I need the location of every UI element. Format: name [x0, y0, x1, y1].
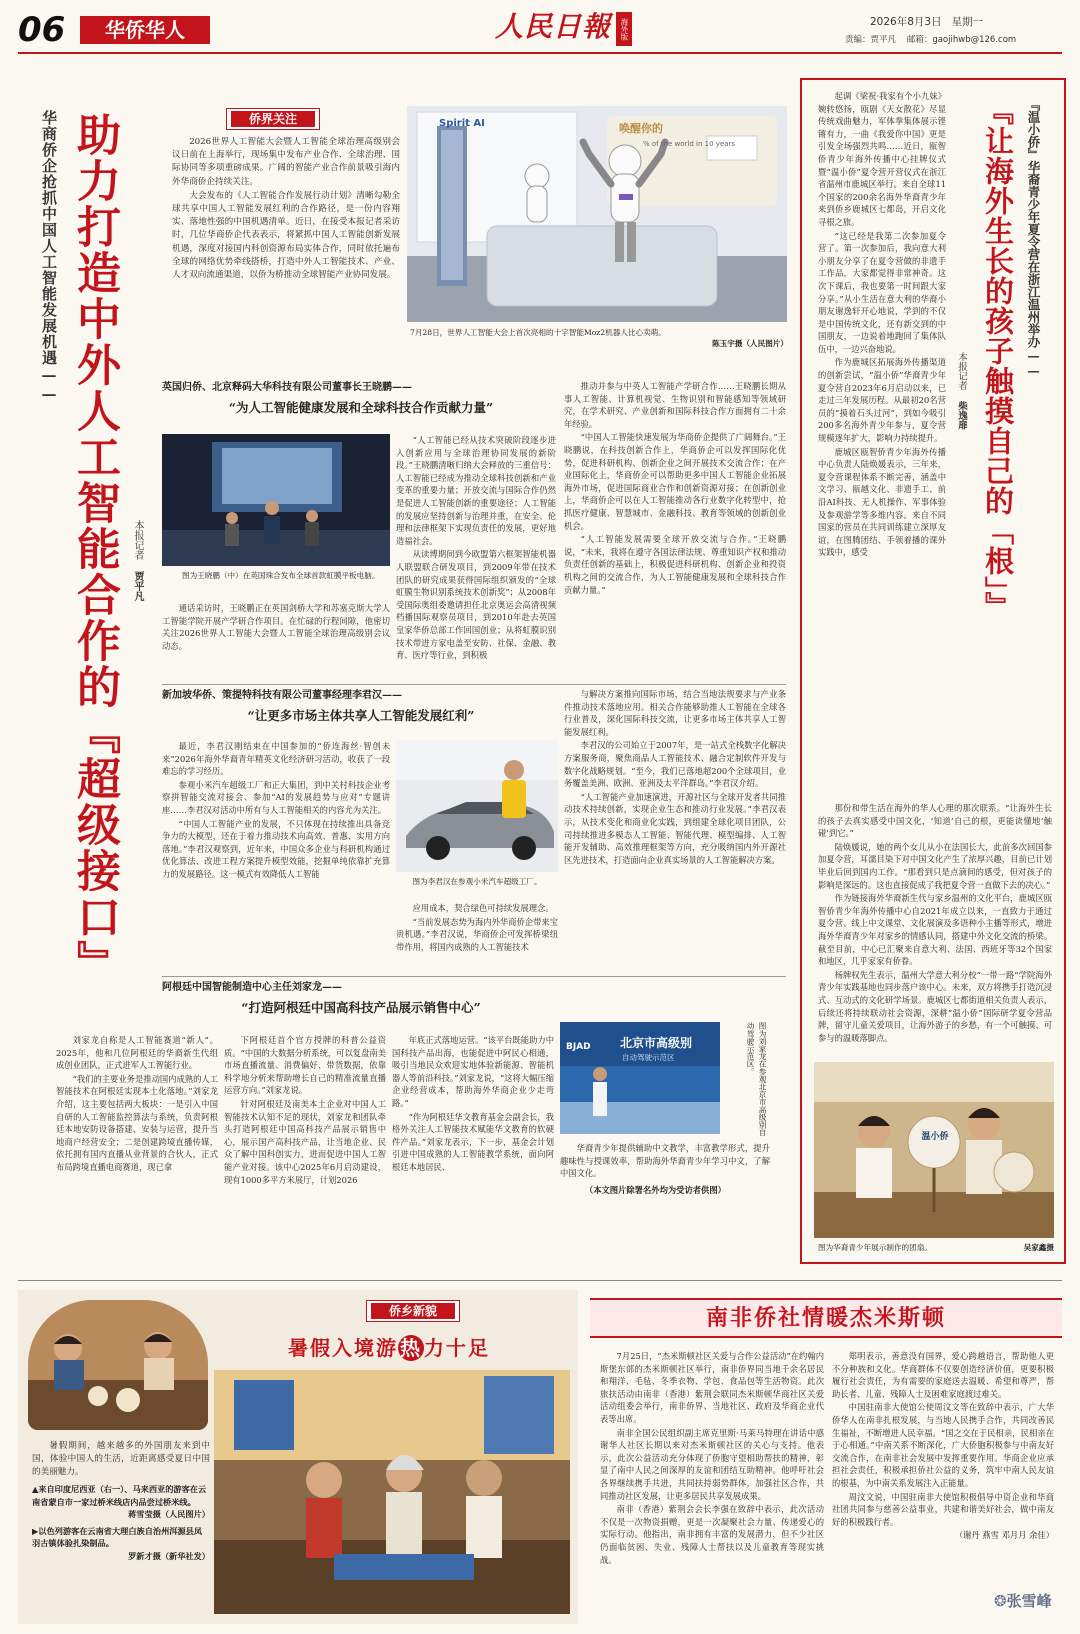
- right-col-a-p1: 起调《梁祝·我家有个小九妹》婉转悠扬，瓯剧《天女散花》尽显传统戏曲魅力，军体拳集体展示铿锵有力，一曲《我爱你中国》更是引发全场强烈共鸣……近日，瓯智侨青少年海外传播中心挂牌仪式暨“温小侨”夏令营开营仪式在浙江省温州市鹿城区举行。来自全球11个国家的200余名海外华裔青少年来到侨乡鹿城区七都岛，开启文化寻根之旅。: [818, 91, 946, 227]
- br-col-a-p3: 南非（香港）紫荆会会长李强在致辞中表示，此次活动不仅是一次物资捐赠，更是一次凝聚社会力量、传递爱心的实际行动。他指出，南非拥有丰富的发展潜力，但不少社区仍面临贫困、失业、残障人士帮扶以及儿童教育等现实挑战。: [600, 1504, 824, 1565]
- s2-col-a-p1: 最近，李君汉刚结束在中国参加的“侨连海丝·智创未来”2026年海外华裔青年精英文化经济研习活动，收获了一段难忘的学习经历。: [162, 741, 390, 777]
- s3-photo: [560, 1022, 720, 1134]
- right-col-a-p4: 鹿城区瓯智侨青少年海外传播中心负责人陆焕媛表示，三年来，夏令营课程体系不断完善，涵盖中文学习、瓯越文化、非遗手工、前沿AI科技、无人机操作、军事体验及参观游学等多维内容。来自不同国家的营员在共同训练建立深厚友谊，在图腾团结、手领着播的课外实践中，感受: [818, 446, 946, 558]
- s2-photo-caption: 图为李君汉在参观小米汽车超级工厂。: [412, 877, 542, 886]
- fan-calligraphy: 温小侨: [921, 1132, 949, 1142]
- edition-stamp: 海外版: [616, 12, 632, 46]
- fan-kids-illustration: [814, 1062, 1054, 1238]
- br-col-b: [832, 1350, 1054, 1542]
- s2-car-illustration: [396, 740, 558, 872]
- s1-rule: [162, 684, 786, 685]
- bottom-left-story: [18, 1290, 578, 1624]
- s1-col-b-p1: “人工智能已经从技术突破阶段逐步进入创新应用与全球治理协同发展的新阶段。”王晓鹏清晰归纳大会释放的三重信号：人工智能已经成为推动全球科技创新和产业变革的重要力量；开放交流与国际合作仍然是促进人工智能创新的重要途径；人工智能的发展应坚持创新与治理并重，在安全、伦理和法律框架下实现负责任的发展，更好地造福社会。: [396, 435, 556, 546]
- bl-headline-hot: 热: [400, 1336, 422, 1360]
- s3-col-b: [224, 1034, 386, 1187]
- br-credit: （谢丹 燕雪 邓月月 余佳）: [954, 1530, 1054, 1541]
- br-col-b-p2: 中国驻南非大使馆公使周汶文等在致辞中表示，广大华侨华人在南非扎根发展，与当地人民携手合作，共同改善民生福祉，不断增进人民幸福。“国之交在于民相亲，民相亲在于心相通。”中南关系不断深化，广大侨胞积极参与中南友好交流合作，在南非社会发展中发挥重要作用。华商企业应承担社会责任，积极承担侨社公益的义务，筑牢中南人民友谊的根基，为中南关系发展注入正能量。: [832, 1402, 1054, 1488]
- right-byline-role: 本报记者: [956, 352, 967, 390]
- right-photo-caption: [818, 1242, 1054, 1253]
- paper-logo: 人民日報: [495, 10, 612, 43]
- s2-quote: “让更多市场主体共享人工智能发展红利”: [247, 708, 475, 723]
- right-photo: [814, 1062, 1054, 1238]
- br-col-a-p2: 南非全国公民组织副主席克里斯·马莱马特理在讲话中感谢华人社区长期以来对杰米斯顿社区的关心与支持。他表示，此次公益活动充分体现了侨胞守望相助帮扶的精神，彰显了南中人民之间深厚的友谊和团结互助精神。他呼吁社会各界继续携手共进，共同扶持弱势群体，加强社区合作，共同推动社区发展，让更多居民共享发展成果。: [600, 1427, 824, 1501]
- weekday: 星期一: [951, 16, 984, 28]
- right-credit: 吴家鑫摄: [1023, 1243, 1054, 1252]
- s1-photo-caption: 图为王晓鹏（中）在英国珠合发布全球首款虹膜平板电脑。: [182, 571, 380, 580]
- bl-text-p5: 罗新才摄（新华社发）: [128, 1550, 210, 1561]
- bottom-right-story: [590, 1290, 1062, 1624]
- s3-person: 阿根廷中国智能制造中心主任刘家龙——: [162, 982, 342, 993]
- robot-brand-sign: Spirit AI: [439, 118, 485, 129]
- s3-col-c: [392, 1034, 554, 1175]
- tag-qiaojie: [226, 108, 320, 130]
- s2-col-c-p1: 与解决方案推向国际市场，结合当地法规要求与产业条件推动技术落地应用。相关合作能够助推人工智能在全球各行业普及，深化国际科技交流，让更多市场主体共享人工智能发展红利。: [564, 689, 786, 737]
- right-kicker: 『温小侨』华裔青少年夏令营在浙江温州举办——: [1026, 98, 1041, 378]
- s2-col-b-p2: “当前发展态势为海内外华商侨企带来宝贵机遇。”李君汉说，华商侨企可发挥桥梁纽带作用，将国内成熟的人工智能技术: [396, 916, 558, 952]
- s1-photo: [162, 434, 390, 566]
- s3-sign-logo: BJAD: [566, 1042, 591, 1052]
- s3-quote: “打造阿根廷中国高科技产品展示销售中心”: [241, 1000, 481, 1015]
- s1-col-c-p3: “人工智能发展需要全球开放交流与合作。”王晓鹏说，“未来，我将在遵守各国法律法规、尊重知识产权和推动负责任创新的基础上，积极促进科研机构、创新企业和投资机构之间的交流合作，为人工智能健康发展和全球科技合作贡献力量。”: [564, 534, 786, 595]
- s2-col-c-p2: 李君汉的公司始立于2007年，是一站式全栈数字化解决方案服务商，聚焦商品人工智能技术、融合定制软件开发与数字化战略规划。“至今，我们已落地超200个全球项目，业务覆盖美洲、欧洲、亚洲及太平洋群岛。”李君汉介绍。: [564, 740, 786, 789]
- s2-col-a-p2: 参观小米汽车超级工厂和正大集团，到中关村科技企业考察拼智能交流对接会、参加“AI的发展趋势与应对”专题讲座……李君汉对活动中所有与人工智能相关的内容尤为关注。: [162, 779, 390, 815]
- watermark: [994, 1590, 1052, 1611]
- br-col-b-p1: 郑明表示，善意没有国界，爱心跨越语言，帮助他人更不分种族和文化。华商群体不仅要创造经济价值，更要积极履行社会责任，为有需要的家庭送去温暖、希望和尊严，帮助长者、儿童、残障人士及困难家庭渡过难关。: [832, 1351, 1054, 1399]
- s3-sign-brand: 北京市高级别: [620, 1036, 693, 1050]
- byline-role: 本报记者: [132, 520, 143, 560]
- s3-col-c-p1: 年底正式落地运营。“该平台既能助力中国科技产品出海，也能促进中阿民心相通，吸引当地民众欢迎实地体验新能源、智能机器人等前沿科技。”刘家龙说，“这将大幅压缩企业经营成本，帮助海外华商企业少走弯路。”: [392, 1035, 554, 1108]
- byline-name: 贾平凡: [132, 571, 143, 601]
- editor-line: [845, 33, 1016, 45]
- robot-photo-caption: [410, 327, 788, 349]
- right-col-b-p2: 陆焕媛说，她的两个女儿从小在法国长大，此前多次回国参加夏令营，耳濡目染下对中国文化产生了浓厚兴趣，目前已计划毕业后回到国内工作。“那看到只是点滴间的感受，但对孩子的影响是深远的。这也直接促成了我把夏令营一直做下去的决心。”: [818, 841, 1052, 890]
- br-headline: 南非侨社情暖杰米斯顿: [705, 1305, 946, 1331]
- bl-text-p2: ▲来自印度尼西亚（右一）、马来西亚的游客在云南省蒙自市一家过桥米线店内品尝过桥米线。: [32, 1484, 207, 1507]
- s1-col-b-p2: 从读博期间到今欧盟第六框架智能机器人联盟联合研发项目，到2009年带在技术团队的研究成果获得国际组织颁发的“全球虹膜生物识别系统技术创新奖”；从2008年受国际奥组委邀请担任北京奥运会高清视频档播国际观察员项目，到2010年赴去英国皇家华侨总部工作回国创业；从将虹膜识别技术带进方家电盖至安防、社保、金融、教育、医疗等行业，到积极: [396, 549, 556, 661]
- main-kicker: 华商侨企抢抓中国人工智能发展机遇——: [40, 110, 58, 404]
- main-byline: [130, 520, 144, 640]
- email: 邮箱：gaojihwb@126.com: [906, 35, 1017, 45]
- right-col-a: [818, 90, 946, 560]
- bl-text-p4: ▶以色列游客在云南省大理白族自治州洱源县凤羽古镇体验扎染制品。: [32, 1525, 203, 1549]
- br-col-a: [600, 1350, 824, 1567]
- s3-photo-note: （本文图片除署名外均为受访者供图）: [584, 1184, 726, 1195]
- s3-header: [162, 980, 560, 1018]
- issue-date: [870, 14, 983, 29]
- s3-col-a-p1: 刘家龙自称是人工智能赛道“新人”。2025年，他和几位阿根廷的华裔新生代组成创业团队，正式进军人工智能行业。: [56, 1035, 218, 1071]
- intro-p1: 2026世界人工智能大会暨人工智能全球治理高级别会议日前在上海举行，现场集中发布产业合作、全球治理、国际协同等多项重磅成果。广阔的智能产业合作前景吸引海内外华商侨企持续关注。: [172, 137, 400, 187]
- bl-headline: [288, 1332, 490, 1361]
- s1-stage-illustration: [162, 434, 390, 566]
- bl-headline-b: 力十足: [424, 1336, 490, 1360]
- s1-header: [162, 380, 560, 418]
- watermark-icon: ❂: [994, 1592, 1007, 1610]
- right-story: [800, 78, 1066, 1264]
- s2-col-b: [396, 902, 558, 954]
- robot-small-sign: % of the world in 10 years: [643, 140, 736, 148]
- main-headline-b: 『超级接口』: [69, 710, 120, 986]
- br-col-a-p1: 7月25日，“杰米斯顿社区关爱与合作公益活动”在约翰内斯堡东部的杰米斯顿社区举行，南非侨界同当地千余名居民和翔洋、毛毡、冬季衣物、学包、食品包等生活物资。此次旅扶活动由南非（香港）紫荆会联同杰米斯顿华商社区关爱活动组委会举行，南非侨界、当地社区、政府及华商企业代表等出席。: [600, 1351, 824, 1424]
- lower-divider: [18, 1280, 1062, 1281]
- tag-qiaoxiang: [366, 1300, 460, 1322]
- page-number: 06: [18, 10, 66, 50]
- s2-rule: [162, 976, 786, 977]
- s3-col-b-p1: 下阿根廷首个官方授牌的科普公益资质。“中国的大数据分析系统，可以复盘南美市场直播流量、消费偏好、带货数据，依靠科学地分析来帮助增长自己的精准流量直播运营方向。”刘家龙说。: [224, 1035, 386, 1096]
- s1-col-c: [564, 380, 786, 597]
- right-col-b: [818, 802, 1052, 1045]
- right-byline: [954, 352, 968, 462]
- robot-illustration: [407, 106, 787, 322]
- right-headline: 『让海外生长的孩子触摸自己的「根」』: [981, 96, 1015, 622]
- s3-col-b-p2: 针对阿根廷及南美本土企业对中国人工智能技术认知不足的现状，刘家龙和团队牵头打造阿根廷中国高科技产品展示销售中心，展示国产高科技产品，让当地企业、民众了解中国科创实力，进而促进中国人工智能产业对接。该中心2025年6月启动建设，现有1000多平方米展厅，计划2026: [224, 1098, 386, 1185]
- editor: 责编：贾平凡: [845, 35, 897, 45]
- bl-diners-illustration: [28, 1300, 208, 1430]
- s3-col-d-p1: 华裔青少年提供辅助中文教学，丰富教学形式，提升趣味性与授课效率，帮助海外华裔青少年学习中文，了解中国文化。: [560, 1143, 770, 1179]
- s1-person: 英国归侨、北京释码大华科技有限公司董事长王晓鹏——: [162, 382, 412, 393]
- right-col-b-p3: 作为链接海外华裔新生代与家乡温州的文化平台，鹿城区瓯智侨青少年海外传播中心自2021年成立以来，一直致力于通过夏令营、线上中文课堂、文化展演及多语种小主播等形式，增进海外华裔青少年对家乡的情感认同，搭建中外文化交流的桥梁。截至目前，中心已汇聚来自意大利、法国、西班牙等32个国家和地区，几乎家家有侨眷。: [818, 893, 1052, 967]
- right-col-b-p4: 杨牌权先生表示，温州大学意大利分校“一带一路”学院海外青少年实践基地也同步落户该中心。未来，双方将携手打造沉浸式、互动式的文化研学场景。鹿城区七都街道相关负责人表示，后续还将持续联动社会资源，深耕“温小侨”国际研学夏令营品牌，留守儿童关爱项目，让海外游子的乡愁，有一个可触摸、可参与的温暖落脚点。: [818, 969, 1052, 1043]
- robot-caption: 7月28日，世界人工智能大会上首次亮相的十字智能Moz2机器人比心卖萌。: [410, 328, 666, 337]
- right-caption: 图为华裔青少年展示制作的团扇。: [818, 1243, 932, 1252]
- s3-col-d: [560, 1142, 770, 1196]
- bl-tiedye-illustration: [214, 1370, 570, 1614]
- watermark-text: 张雪峰: [1006, 1592, 1052, 1610]
- s1-quote: “为人工智能健康发展和全球科技合作贡献力量”: [228, 400, 494, 415]
- bl-text: [32, 1440, 210, 1563]
- tag-qiaojie-label: 侨界关注: [231, 111, 315, 127]
- intro-p2: 大会发布的《人工智能合作发展行动计划》清晰勾勒全球共享中国人工智能发展红利的合作路径，是一份内容翔实、落地性强的中国机遇清单。近日，在接受本报记者采访时，几位华商侨企代表表示，将紧抓中国人工智能创新发展机遇，深度对接国内科创资源布局实体合作，同时依托遍布全球的网络优势牵线搭桥，打造中外人工智能技术、产业、人才双向流通渠道，以侨为桥推动全球智能产业协同发展。: [172, 190, 400, 281]
- right-byline-name: 柴逸扉: [956, 401, 967, 430]
- bl-text-p3: 蒋雪莹摄（人民图片）: [128, 1509, 210, 1520]
- bl-text-p1: 暑假期间，越来越多的外国朋友来到中国，体验中国人的生活，近距离感受夏日中国的美丽魅力。: [32, 1441, 210, 1477]
- s1-col-a-p1: 通话采访时，王晓鹏正在英国剑桥大学和苏塞克斯大学人工智能学院开展产学研合作项目。在忙碌的行程间隙，他密切关注2026世界人工智能大会暨人工智能全球治理高级别会议动态。: [162, 603, 390, 651]
- right-col-a-p2: “这已经是我第二次参加夏令营了。第一次参加后，我向意大利小朋友分享了在夏令营做的非遗手工作品，大家都觉得非常神奇。这次下课后，我也要第一时间跟大家分享。”从小生活在意大利的华裔小朋友谢逸轩开心地说，学到的不仅是中国传统文化，还有新交到的中国朋友，一边说着地跑回了集体队伍中，一边兴奋地说。: [818, 230, 946, 354]
- s3-photo-caption: 图为刘家龙在参观北京市高级别自动驾驶示范区。: [746, 1022, 767, 1136]
- intro-text: [172, 136, 400, 283]
- s1-col-a: [162, 602, 390, 653]
- section-label: 华侨华人: [80, 16, 210, 44]
- robot-credit: 陈玉宇摄（人民图片）: [712, 339, 788, 348]
- s3-col-a-p2: “我们的主要业务是推动国内成熟的人工智能技术在阿根廷实现本土化落地。”刘家龙介绍，这主要包括两大板块：一是引入中国自研的人工智能监控算法与系统，负责阿根廷本地安防设备搭建、安装与运营，提升当地商户经营安全；二是创建跨境直播传媒，依托拥有国内直播从业背景的合伙人，正式布局跨境直播电商赛道，现已拿: [56, 1073, 218, 1172]
- s3-col-c-p2: “作为阿根廷华文教育基金会副会长，我格外关注人工智能技术赋能华文教育的软硬件产品。”刘家龙表示，下一步，基金会计划引进中国成熟的人工智能教学系统，面向阿根廷本地居民、: [392, 1111, 554, 1172]
- s2-photo: [396, 740, 558, 872]
- s2-person: 新加坡华侨、策提特科技有限公司董事经理李君汉——: [162, 690, 402, 701]
- main-story: [12, 72, 792, 1282]
- main-headline: [68, 112, 120, 1112]
- date: 2026年8月3日: [870, 16, 942, 28]
- robot-banner-sign: 唤醒你的: [619, 122, 663, 135]
- s2-col-a: [162, 740, 390, 882]
- s3-sign-sub: 自动驾驶示范区: [622, 1053, 675, 1062]
- s2-col-c-p3: “人工智能产业加速演进，开源社区与全球开发者共同推动技术持续创新，实现企业生态和推动行业发展。”李君汉表示，从技术变化和商业化实践，到组建全球化项目团队，公司持续推进多模态人工智能、智能代理、模型编排、人工智能开发辅助、高效推理框架等方向，充分吸纳国内外开源社区先进技术，打造面向企业真实场景的人工智能解决方案。: [564, 791, 786, 865]
- robot-photo: [407, 106, 787, 322]
- bl-headline-a: 暑假入境游: [288, 1336, 398, 1360]
- s2-col-b-p1: 应用成本，契合绿色可持续发展理念。: [412, 903, 554, 913]
- right-col-a-p3: 作为鹿城区拓展海外传播渠道的创新尝试，“温小侨”华裔青少年夏令营自2023年6月启动以来，已走过三年发展历程。从最初20名营员的“摸着石头过河”，到如今吸引200多名海外青少年参与，夏令营规模逐年扩大，影响力持续提升。: [818, 357, 946, 444]
- s2-col-a-p3: “中国人工智能产业的发展，不只体现在持续推出具备竞争力的大模型，还在于着力推动技术向高效、普惠、实用方向落地。”李君汉观察到，近年来，中国众多企业与科研机构通过优化算法、改进工程方案提升模型效能，挖掘单纯依靠扩充算力的发展路径。这一模式有效降低人工智能: [162, 818, 390, 879]
- s2-header: [162, 688, 560, 726]
- tag-qiaoxiang-label: 侨乡新貌: [371, 1303, 455, 1319]
- masthead-rule: [18, 52, 1062, 54]
- s1-col-c-p2: “中国人工智能快速发展为华商侨企提供了广阔舞台。”王晓鹏说，在科技创新合作上，华商侨企可以发挥国际化优势，促进科研机构、创新企业之间开展技术交流合作；在产业国际化上，华商侨企可以帮助更多中国人工智能企业拓展海外市场，促进国际商业合作和创新资源对接；在创新创业上，华商侨企可以在人工智能推动各行业数字化转型中，抢抓医疗健康、智慧城市、金融科技、教育等领域的创新创业机会。: [564, 432, 786, 531]
- s1-col-c-p1: 推动并参与中英人工智能产学研合作……王晓鹏长期从事人工智能、计算机视觉、生物识别和智能感知等领域研究，在学术研究、产业创新和国际科技合作方面拥有二十余年经验。: [564, 381, 786, 429]
- s2-col-c: [564, 688, 786, 867]
- bl-photo-top: [28, 1300, 208, 1430]
- masthead: [0, 0, 1080, 60]
- br-col-b-p3: 周汶文说，中国驻南非大使馆积极倡导中资企业和华商社团共同参与慈善公益事业，共建和谐美好社会，做中南友好的积极践行者。: [832, 1491, 1054, 1527]
- s3-col-a: [56, 1034, 218, 1175]
- s1-col-b: [396, 434, 556, 663]
- main-headline-a: 助力打造中外人工智能合作的: [69, 112, 120, 710]
- bl-photo-main: [214, 1370, 570, 1614]
- right-col-b-p1: 那份和带生活在海外的华人心理的那次联系。“让海外生长的孩子去真实感受中国文化，‘知道’自己的根，更能读懂地‘触碰’到它。”: [818, 803, 1052, 839]
